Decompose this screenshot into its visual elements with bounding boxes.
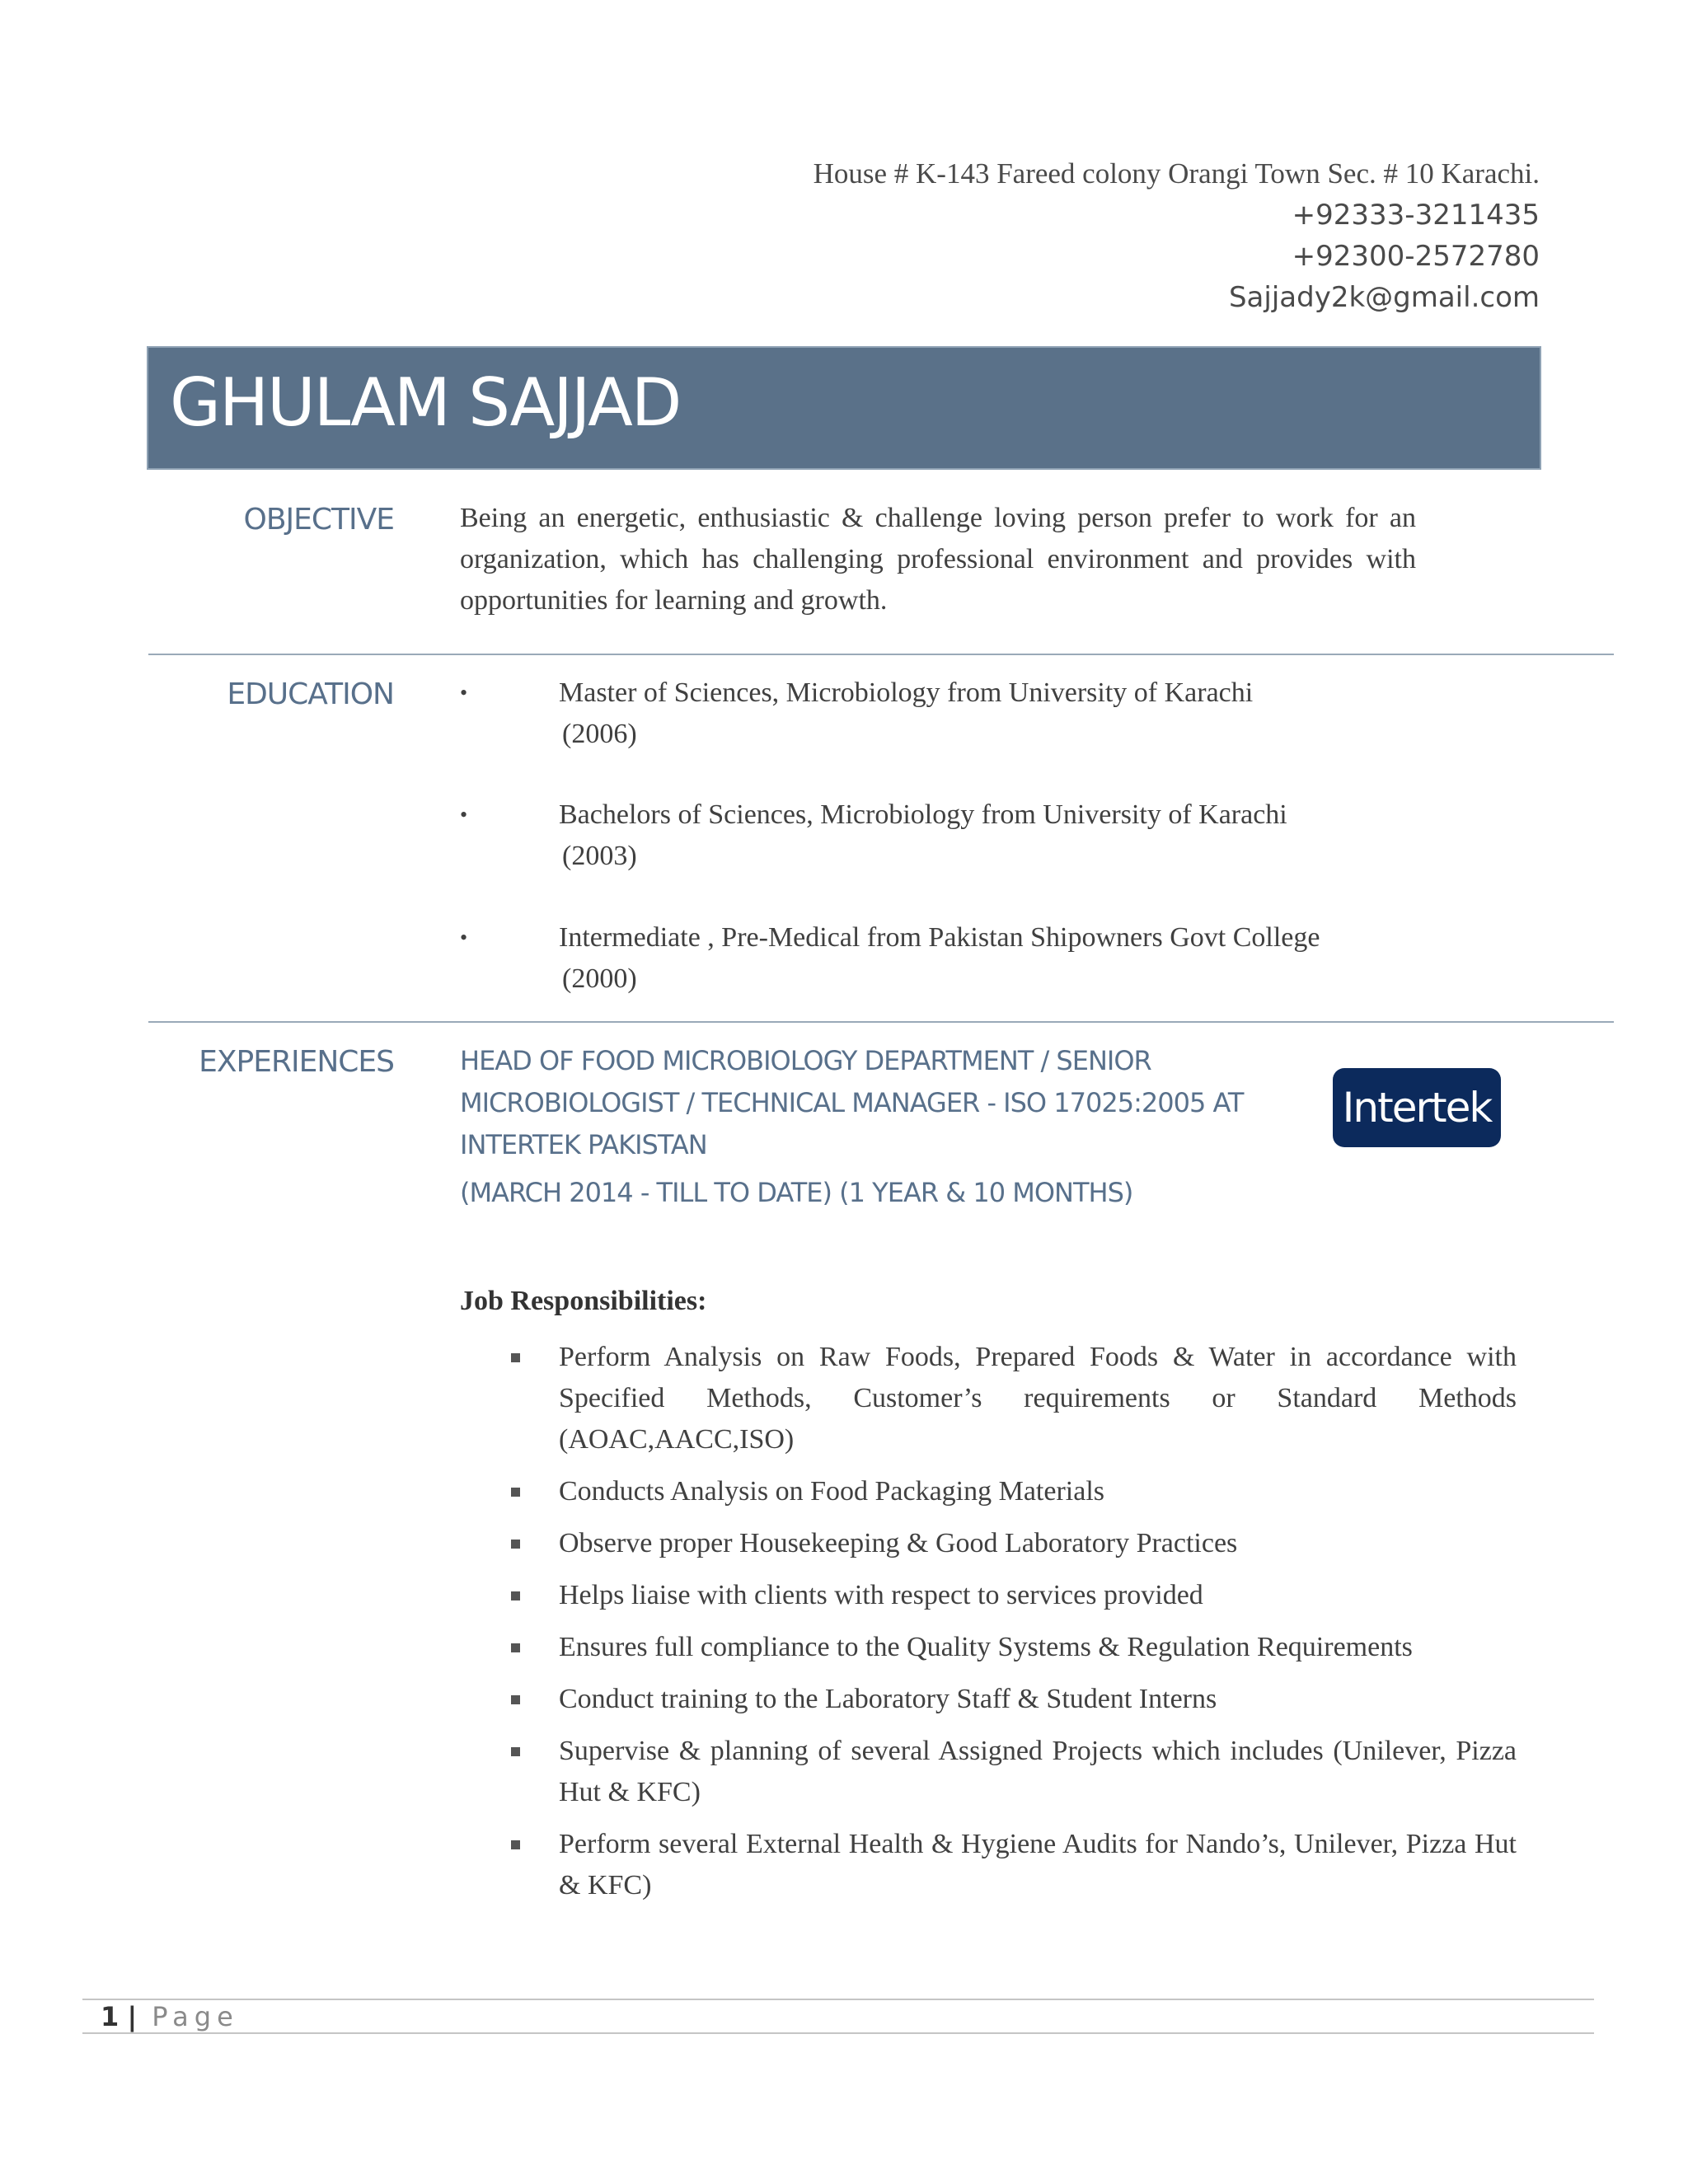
name-banner <box>147 346 1541 470</box>
responsibilities-list <box>509 1337 1517 1917</box>
education-degree: Intermediate , Pre-Medical from Pakistan Shipowners Govt College <box>559 922 1320 953</box>
page-number: 1 <box>101 2001 120 2032</box>
education-year: (2003) <box>562 841 637 871</box>
responsibility-item: Conducts Analysis on Food Packaging Materials <box>509 1471 1517 1512</box>
job-title-line: HEAD OF FOOD MICROBIOLOGY DEPARTMENT / SENIOR <box>460 1045 1151 1076</box>
responsibility-item: Conduct training to the Laboratory Staff & Student Interns <box>509 1679 1517 1720</box>
responsibilities-heading: Job Responsibilities: <box>460 1286 707 1316</box>
contact-phone-secondary: +92300-2572780 <box>1292 240 1540 273</box>
square-bullet-icon <box>511 1488 520 1497</box>
candidate-name: GHULAM SAJJAD <box>170 364 681 441</box>
job-period: (MARCH 2014 - TILL TO DATE) (1 YEAR & 10 MONTHS) <box>460 1177 1133 1208</box>
square-bullet-icon <box>511 1353 520 1362</box>
square-bullet-icon <box>511 1591 520 1601</box>
education-year: (2000) <box>562 963 637 994</box>
square-bullet-icon <box>511 1747 520 1756</box>
contact-block <box>814 153 1540 318</box>
objective-heading: OBJECTIVE <box>243 503 394 537</box>
education-degree: Master of Sciences, Microbiology from University of Karachi <box>559 677 1254 708</box>
page-footer <box>101 2001 239 2032</box>
footer-divider-bottom <box>82 2032 1594 2034</box>
job-title <box>460 1040 1284 1166</box>
square-bullet-icon <box>511 1643 520 1652</box>
objective-text: Being an energetic, enthusiastic & challenge loving person prefer to work for an organization, which has challenging professional environment and provides with opportunities for learning and growth. <box>460 503 1416 616</box>
responsibility-item: Observe proper Housekeeping & Good Laboratory Practices <box>509 1523 1517 1564</box>
education-degree: Bachelors of Sciences, Microbiology from University of Karachi <box>559 799 1287 830</box>
section-divider <box>148 654 1614 655</box>
bullet-icon: • <box>460 803 468 827</box>
contact-email[interactable]: Sajjady2k@gmail.com <box>1228 281 1540 314</box>
section-divider <box>148 1021 1614 1023</box>
square-bullet-icon <box>511 1695 520 1704</box>
bullet-icon: • <box>460 926 468 949</box>
education-year: (2006) <box>562 719 637 749</box>
education-heading: EDUCATION <box>227 677 394 711</box>
job-title-line: MICROBIOLOGIST / TECHNICAL MANAGER - ISO 17025:2005 AT <box>460 1087 1244 1118</box>
responsibility-item: Ensures full compliance to the Quality Systems & Regulation Requirements <box>509 1627 1517 1668</box>
contact-address: House # K-143 Fareed colony Orangi Town Sec. # 10 Karachi. <box>813 157 1540 190</box>
responsibility-item: Supervise & planning of several Assigned Projects which includes (Unilever, Pizza Hut & KFC) <box>509 1731 1517 1813</box>
responsibility-item: Perform Analysis on Raw Foods, Prepared Foods & Water in accordance with Specified Methods, Customer’s requirements or Standard Methods (AOAC,AACC,ISO) <box>509 1337 1517 1460</box>
contact-phone-primary: +92333-3211435 <box>1292 199 1540 232</box>
bullet-icon: • <box>460 681 468 705</box>
responsibility-item: Helps liaise with clients with respect to services provided <box>509 1575 1517 1616</box>
page-label: Page <box>152 2001 239 2032</box>
intertek-logo <box>1333 1068 1501 1147</box>
experiences-heading: EXPERIENCES <box>199 1045 394 1079</box>
footer-divider-top <box>82 1999 1594 2000</box>
square-bullet-icon <box>511 1540 520 1549</box>
job-title-line: INTERTEK PAKISTAN <box>460 1129 707 1160</box>
page-separator: | <box>127 2001 138 2032</box>
square-bullet-icon <box>511 1840 520 1849</box>
responsibility-item: Perform several External Health & Hygiene Audits for Nando’s, Unilever, Pizza Hut & KFC) <box>509 1824 1517 1906</box>
logo-text: Intertek <box>1342 1084 1492 1132</box>
